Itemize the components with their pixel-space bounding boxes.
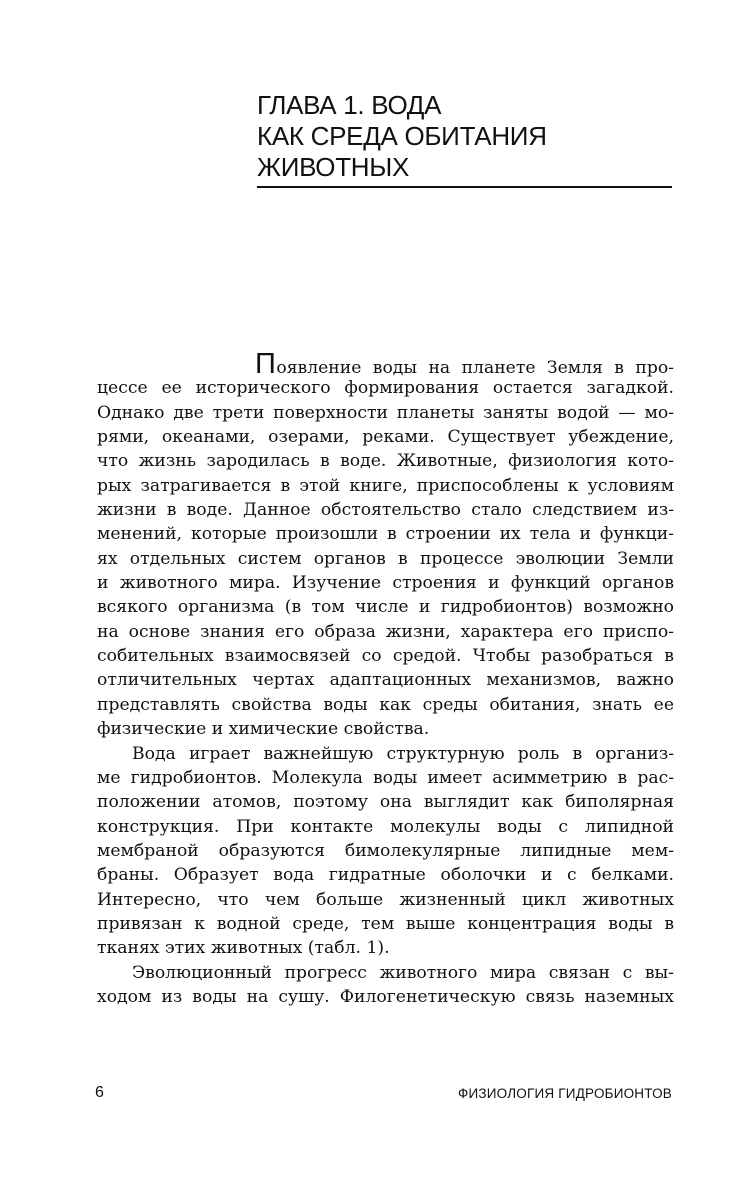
text-line: Эволюционный прогресс животного мира связан с вы- — [132, 962, 674, 983]
text-line: представлять свойства воды как среды обитания, знать ее — [97, 694, 674, 715]
text-line: положении атомов, поэтому она выглядит как биполярная — [97, 792, 674, 813]
running-footer-title: ФИЗИОЛОГИЯ ГИДРОБИОНТОВ — [458, 1086, 672, 1101]
text-line: рых затрагивается в этой книге, приспособлены к условиям — [97, 475, 674, 496]
paragraph-3 — [97, 961, 674, 1010]
chapter-title-line: ЖИВОТНЫХ — [257, 152, 410, 182]
text-line: ях отдельных систем органов в процессе эволюции Земли — [97, 548, 674, 569]
text-line: ме гидробионтов. Молекула воды имеет асимметрию в рас- — [97, 767, 674, 788]
paragraph-2 — [97, 742, 674, 961]
text-line-content: оявление воды на планете Земля в про- — [276, 358, 674, 378]
chapter-title — [257, 90, 677, 183]
text-line: жизни в воде. Данное обстоятельство стало следствием из- — [97, 500, 674, 521]
text-line: конструкция. При контакте молекулы воды с липидной — [97, 816, 674, 837]
text-line: собительных взаимосвязей со средой. Чтобы разобраться в — [97, 646, 674, 667]
text-line: отличительных чертах адаптационных механизмов, важно — [97, 670, 674, 691]
drop-cap: П — [255, 348, 277, 380]
text-line: рями, океанами, озерами, реками. Существует убеждение, — [97, 427, 674, 448]
text-line: ходом из воды на сушу. Филогенетическую связь наземных — [97, 986, 674, 1007]
text-line: и животного мира. Изучение строения и функций органов — [97, 573, 674, 594]
chapter-title-line: ГЛАВА 1. ВОДА — [257, 90, 442, 120]
text-line: Интересно, что чем больше жизненный цикл животных — [97, 889, 674, 910]
text-line: Однако две трети поверхности планеты заняты водой — мо- — [97, 402, 674, 423]
text-line: Вода играет важнейшую структурную роль в организ- — [132, 743, 674, 764]
text-line: что жизнь зародилась в воде. Животные, физиология кото- — [97, 451, 674, 472]
text-line — [97, 348, 674, 380]
text-line: тканях этих животных (табл. 1). — [97, 938, 390, 959]
text-line: мембраной образуются бимолекулярные липидные мем- — [97, 840, 674, 861]
chapter-title-rule — [257, 186, 672, 188]
body-text — [97, 348, 674, 1009]
text-line: менений, которые произошли в строении их тела и функци- — [97, 524, 674, 545]
chapter-title-line: КАК СРЕДА ОБИТАНИЯ — [257, 121, 547, 151]
text-line: всякого организма (в том числе и гидробионтов) возможно — [97, 597, 674, 618]
text-line: привязан к водной среде, тем выше концентрация воды в — [97, 913, 674, 934]
text-line: физические и химические свойства. — [97, 719, 430, 740]
text-line: цессе ее исторического формирования остается загадкой. — [97, 378, 674, 399]
page-number: 6 — [95, 1084, 104, 1101]
paragraph-1 — [97, 348, 674, 742]
text-line: на основе знания его образа жизни, характера его приспо- — [97, 621, 674, 642]
text-line: браны. Образует вода гидратные оболочки и с белками. — [97, 865, 674, 886]
